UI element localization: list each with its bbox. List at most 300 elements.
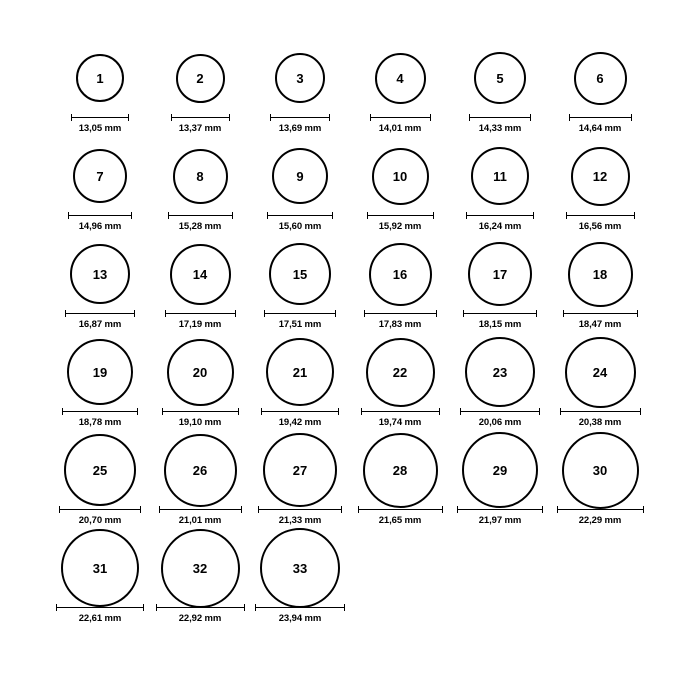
measure-cap-right — [137, 408, 138, 415]
measure-cap-left — [469, 114, 470, 121]
diameter-measure-bar — [258, 506, 342, 513]
diameter-label: 23,94 mm — [278, 613, 322, 624]
measure-cap-left — [159, 506, 160, 513]
measure-line — [563, 313, 638, 314]
ring-size-cell — [50, 437, 150, 526]
measure-line — [68, 215, 132, 216]
diameter-measure-bar — [65, 310, 135, 317]
ring-size-cell — [150, 437, 250, 526]
measure-line — [460, 411, 540, 412]
measure-line — [65, 313, 135, 314]
ring-circle — [465, 337, 535, 407]
diameter-label: 20,06 mm — [478, 417, 522, 428]
measure-cap-left — [65, 310, 66, 317]
ring-circle — [372, 148, 429, 205]
measure-cap-left — [569, 114, 570, 121]
ring-circle-wrap — [375, 45, 426, 111]
ring-size-number: 1 — [96, 70, 104, 86]
ring-size-row — [50, 432, 650, 526]
measure-cap-left — [566, 212, 567, 219]
ring-circle-wrap — [70, 241, 130, 307]
measure-line — [156, 607, 245, 608]
measure-cap-right — [637, 310, 638, 317]
diameter-label: 20,70 mm — [78, 515, 122, 526]
ring-circle-wrap — [260, 535, 340, 601]
measure-cap-right — [235, 310, 236, 317]
measure-cap-right — [134, 310, 135, 317]
ring-circle-wrap — [269, 241, 331, 307]
ring-circle-wrap — [67, 339, 133, 405]
ring-size-cell — [450, 437, 550, 526]
ring-size-number: 6 — [596, 70, 604, 86]
ring-size-cell — [150, 45, 250, 134]
ring-circle — [275, 53, 325, 103]
ring-size-number: 15 — [292, 266, 308, 282]
ring-size-number: 3 — [296, 70, 304, 86]
measure-cap-left — [56, 604, 57, 611]
ring-size-number: 5 — [496, 70, 504, 86]
measure-cap-right — [539, 408, 540, 415]
diameter-label: 16,24 mm — [478, 221, 522, 232]
ring-circle — [468, 242, 532, 306]
measure-line — [370, 117, 431, 118]
diameter-measure-bar — [171, 114, 230, 121]
ring-circle-wrap — [263, 437, 337, 503]
ring-size-number: 24 — [592, 364, 608, 380]
diameter-measure-bar — [255, 604, 345, 611]
diameter-measure-bar — [367, 212, 434, 219]
ring-size-cell — [350, 339, 450, 428]
ring-circle-wrap — [64, 437, 136, 503]
ring-size-cell — [550, 437, 650, 526]
diameter-measure-bar — [165, 310, 236, 317]
measure-cap-left — [364, 310, 365, 317]
ring-size-cell — [450, 45, 550, 134]
ring-size-number: 23 — [492, 364, 508, 380]
ring-size-number: 32 — [192, 560, 208, 576]
diameter-label: 19,10 mm — [178, 417, 222, 428]
diameter-measure-bar — [563, 310, 638, 317]
ring-circle-wrap — [462, 437, 538, 503]
diameter-label: 13,37 mm — [178, 123, 222, 134]
ring-size-number: 18 — [592, 266, 608, 282]
diameter-label: 18,78 mm — [78, 417, 122, 428]
ring-size-number: 16 — [392, 266, 408, 282]
diameter-label: 17,83 mm — [378, 319, 422, 330]
measure-cap-right — [131, 212, 132, 219]
ring-size-number: 19 — [92, 364, 108, 380]
diameter-label: 18,15 mm — [478, 319, 522, 330]
measure-cap-right — [634, 212, 635, 219]
ring-circle-wrap — [471, 143, 529, 209]
measure-cap-right — [536, 310, 537, 317]
diameter-label: 16,87 mm — [78, 319, 122, 330]
diameter-measure-bar — [156, 604, 245, 611]
ring-circle-wrap — [562, 437, 639, 503]
measure-cap-left — [270, 114, 271, 121]
ring-circle — [61, 529, 139, 607]
ring-size-cell — [50, 339, 150, 428]
diameter-label: 21,97 mm — [478, 515, 522, 526]
diameter-measure-bar — [560, 408, 641, 415]
diameter-measure-bar — [270, 114, 330, 121]
ring-size-cell — [150, 339, 250, 428]
diameter-measure-bar — [261, 408, 339, 415]
measure-cap-right — [329, 114, 330, 121]
ring-circle — [568, 242, 633, 307]
ring-circle-wrap — [366, 339, 435, 405]
ring-size-cell — [150, 535, 250, 624]
measure-cap-left — [62, 408, 63, 415]
measure-cap-left — [557, 506, 558, 513]
diameter-measure-bar — [71, 114, 129, 121]
measure-cap-right — [338, 408, 339, 415]
ring-size-cell — [150, 143, 250, 232]
diameter-label: 20,38 mm — [578, 417, 622, 428]
ring-size-cell — [50, 143, 150, 232]
ring-size-number: 11 — [493, 168, 507, 184]
ring-circle-wrap — [73, 143, 127, 209]
ring-size-cell — [350, 45, 450, 134]
measure-cap-left — [68, 212, 69, 219]
ring-size-cell — [150, 241, 250, 330]
measure-cap-right — [332, 212, 333, 219]
ring-size-cell — [550, 143, 650, 232]
measure-line — [270, 117, 330, 118]
ring-size-cell — [250, 339, 350, 428]
measure-cap-right — [344, 604, 345, 611]
ring-size-cell — [550, 339, 650, 428]
diameter-label: 21,33 mm — [278, 515, 322, 526]
measure-line — [264, 313, 336, 314]
ring-circle-wrap — [272, 143, 328, 209]
measure-cap-left — [367, 212, 368, 219]
diameter-label: 15,60 mm — [278, 221, 322, 232]
ring-size-cell — [550, 241, 650, 330]
measure-line — [258, 509, 342, 510]
ring-circle-wrap — [571, 143, 630, 209]
ring-size-grid — [50, 40, 650, 624]
ring-circle-wrap — [275, 45, 325, 111]
diameter-label: 22,92 mm — [178, 613, 222, 624]
measure-cap-right — [533, 212, 534, 219]
measure-cap-right — [128, 114, 129, 121]
ring-circle-wrap — [565, 339, 636, 405]
measure-line — [469, 117, 531, 118]
diameter-label: 18,47 mm — [578, 319, 622, 330]
diameter-label: 14,96 mm — [78, 221, 122, 232]
diameter-measure-bar — [264, 310, 336, 317]
measure-cap-right — [643, 506, 644, 513]
ring-circle — [64, 434, 136, 506]
measure-cap-right — [442, 506, 443, 513]
ring-circle — [161, 529, 240, 608]
measure-line — [165, 313, 236, 314]
ring-size-cell — [50, 241, 150, 330]
diameter-measure-bar — [569, 114, 632, 121]
ring-size-cell — [250, 535, 350, 624]
measure-cap-left — [370, 114, 371, 121]
ring-circle-wrap — [176, 45, 225, 111]
ring-circle — [170, 244, 231, 305]
ring-size-cell — [550, 45, 650, 134]
measure-cap-left — [168, 212, 169, 219]
measure-cap-left — [358, 506, 359, 513]
measure-cap-right — [238, 408, 239, 415]
diameter-label: 14,33 mm — [478, 123, 522, 134]
diameter-measure-bar — [460, 408, 540, 415]
ring-circle-wrap — [61, 535, 139, 601]
measure-cap-right — [335, 310, 336, 317]
ring-size-number: 2 — [196, 70, 204, 86]
measure-cap-left — [261, 408, 262, 415]
ring-size-number: 17 — [492, 266, 508, 282]
measure-cap-left — [171, 114, 172, 121]
ring-size-cell — [50, 535, 150, 624]
ring-size-row — [50, 40, 650, 134]
ring-size-cell — [350, 143, 450, 232]
ring-size-number: 13 — [92, 266, 108, 282]
measure-line — [162, 411, 239, 412]
ring-size-number: 22 — [392, 364, 408, 380]
diameter-label: 14,64 mm — [578, 123, 622, 134]
measure-cap-right — [436, 310, 437, 317]
measure-cap-left — [59, 506, 60, 513]
measure-cap-right — [232, 212, 233, 219]
ring-size-cell — [450, 241, 550, 330]
diameter-label: 14,01 mm — [378, 123, 422, 134]
measure-cap-left — [264, 310, 265, 317]
ring-circle — [471, 147, 529, 205]
ring-circle-wrap — [363, 437, 438, 503]
ring-circle-wrap — [474, 45, 526, 111]
measure-line — [560, 411, 641, 412]
diameter-label: 15,28 mm — [178, 221, 222, 232]
diameter-label: 21,65 mm — [378, 515, 422, 526]
measure-line — [59, 509, 141, 510]
measure-line — [361, 411, 440, 412]
measure-cap-right — [433, 212, 434, 219]
ring-circle — [269, 243, 331, 305]
measure-cap-right — [640, 408, 641, 415]
ring-circle-wrap — [369, 241, 432, 307]
ring-size-number: 14 — [192, 266, 208, 282]
measure-line — [159, 509, 242, 510]
diameter-label: 17,51 mm — [278, 319, 322, 330]
ring-circle-wrap — [170, 241, 231, 307]
ring-circle — [164, 434, 237, 507]
measure-cap-left — [457, 506, 458, 513]
ring-size-number: 30 — [592, 462, 608, 478]
ring-size-number: 7 — [96, 168, 104, 184]
measure-cap-left — [466, 212, 467, 219]
measure-line — [267, 215, 333, 216]
measure-cap-left — [563, 310, 564, 317]
measure-line — [71, 117, 129, 118]
diameter-measure-bar — [358, 506, 443, 513]
measure-line — [168, 215, 233, 216]
measure-line — [261, 411, 339, 412]
diameter-measure-bar — [162, 408, 239, 415]
ring-circle — [366, 338, 435, 407]
measure-line — [56, 607, 144, 608]
measure-cap-left — [71, 114, 72, 121]
ring-size-row — [50, 530, 650, 624]
ring-size-number: 21 — [292, 364, 308, 380]
diameter-measure-bar — [361, 408, 440, 415]
ring-size-cell — [250, 437, 350, 526]
ring-circle-wrap — [468, 241, 532, 307]
ring-size-cell — [250, 241, 350, 330]
ring-circle-wrap — [161, 535, 240, 601]
ring-size-number: 25 — [92, 462, 108, 478]
ring-circle-wrap — [167, 339, 234, 405]
ring-circle — [272, 148, 328, 204]
measure-cap-left — [463, 310, 464, 317]
diameter-measure-bar — [566, 212, 635, 219]
ring-circle-wrap — [76, 45, 124, 111]
ring-circle — [260, 528, 340, 608]
measure-line — [463, 313, 537, 314]
diameter-label: 19,42 mm — [278, 417, 322, 428]
ring-circle-wrap — [266, 339, 334, 405]
ring-circle — [375, 53, 426, 104]
ring-size-row — [50, 334, 650, 428]
diameter-measure-bar — [267, 212, 333, 219]
ring-circle — [167, 339, 234, 406]
measure-cap-right — [229, 114, 230, 121]
measure-cap-right — [530, 114, 531, 121]
measure-cap-left — [162, 408, 163, 415]
ring-circle — [173, 149, 228, 204]
ring-size-row — [50, 236, 650, 330]
ring-size-cell — [350, 241, 450, 330]
ring-circle-wrap — [372, 143, 429, 209]
ring-size-row — [50, 138, 650, 232]
ring-circle — [67, 339, 133, 405]
diameter-label: 21,01 mm — [178, 515, 222, 526]
measure-cap-right — [143, 604, 144, 611]
measure-line — [367, 215, 434, 216]
measure-cap-right — [244, 604, 245, 611]
ring-circle — [176, 54, 225, 103]
ring-size-number: 31 — [92, 560, 108, 576]
ring-size-number: 20 — [192, 364, 208, 380]
ring-circle-wrap — [574, 45, 627, 111]
ring-circle — [73, 149, 127, 203]
ring-circle — [266, 338, 334, 406]
ring-circle — [474, 52, 526, 104]
ring-size-number: 27 — [292, 462, 308, 478]
ring-circle-wrap — [568, 241, 633, 307]
ring-circle — [369, 243, 432, 306]
measure-cap-right — [241, 506, 242, 513]
ring-size-number: 33 — [292, 560, 308, 576]
ring-size-cell — [450, 339, 550, 428]
diameter-label: 15,92 mm — [378, 221, 422, 232]
diameter-measure-bar — [557, 506, 644, 513]
diameter-label: 16,56 mm — [578, 221, 622, 232]
ring-size-cell — [250, 45, 350, 134]
measure-line — [255, 607, 345, 608]
ring-circle — [565, 337, 636, 408]
measure-line — [466, 215, 534, 216]
diameter-measure-bar — [168, 212, 233, 219]
diameter-measure-bar — [457, 506, 543, 513]
ring-size-cell — [50, 45, 150, 134]
measure-cap-right — [542, 506, 543, 513]
measure-cap-left — [258, 506, 259, 513]
measure-cap-left — [460, 408, 461, 415]
ring-size-cell — [250, 143, 350, 232]
ring-size-number: 8 — [196, 168, 204, 184]
ring-size-number: 26 — [192, 462, 208, 478]
diameter-measure-bar — [59, 506, 141, 513]
ring-circle — [70, 244, 130, 304]
diameter-measure-bar — [364, 310, 437, 317]
ring-size-number: 28 — [392, 462, 408, 478]
measure-cap-right — [140, 506, 141, 513]
measure-line — [569, 117, 632, 118]
measure-cap-right — [631, 114, 632, 121]
ring-circle — [263, 433, 337, 507]
diameter-measure-bar — [469, 114, 531, 121]
diameter-label: 13,05 mm — [78, 123, 122, 134]
ring-circle — [574, 52, 627, 105]
ring-size-number: 4 — [396, 70, 404, 86]
diameter-measure-bar — [68, 212, 132, 219]
ring-circle-wrap — [164, 437, 237, 503]
diameter-label: 13,69 mm — [278, 123, 322, 134]
diameter-label: 17,19 mm — [178, 319, 222, 330]
diameter-label: 22,29 mm — [578, 515, 622, 526]
ring-size-number: 29 — [492, 462, 508, 478]
measure-line — [358, 509, 443, 510]
diameter-measure-bar — [466, 212, 534, 219]
ring-size-number: 10 — [392, 168, 408, 184]
ring-circle-wrap — [465, 339, 535, 405]
ring-circle — [562, 432, 639, 509]
measure-line — [364, 313, 437, 314]
measure-line — [62, 411, 138, 412]
measure-line — [557, 509, 644, 510]
diameter-label: 22,61 mm — [78, 613, 122, 624]
measure-cap-left — [361, 408, 362, 415]
ring-size-number: 12 — [592, 168, 608, 184]
diameter-measure-bar — [62, 408, 138, 415]
measure-cap-right — [341, 506, 342, 513]
measure-cap-left — [560, 408, 561, 415]
ring-circle — [76, 54, 124, 102]
measure-line — [566, 215, 635, 216]
measure-line — [457, 509, 543, 510]
measure-cap-right — [439, 408, 440, 415]
ring-size-number: 9 — [296, 168, 304, 184]
measure-line — [171, 117, 230, 118]
diameter-measure-bar — [56, 604, 144, 611]
measure-cap-right — [430, 114, 431, 121]
measure-cap-left — [267, 212, 268, 219]
ring-size-cell — [450, 143, 550, 232]
ring-circle-wrap — [173, 143, 228, 209]
diameter-measure-bar — [370, 114, 431, 121]
ring-circle — [363, 433, 438, 508]
ring-size-cell — [350, 437, 450, 526]
diameter-measure-bar — [463, 310, 537, 317]
measure-cap-left — [165, 310, 166, 317]
measure-cap-left — [255, 604, 256, 611]
diameter-measure-bar — [159, 506, 242, 513]
